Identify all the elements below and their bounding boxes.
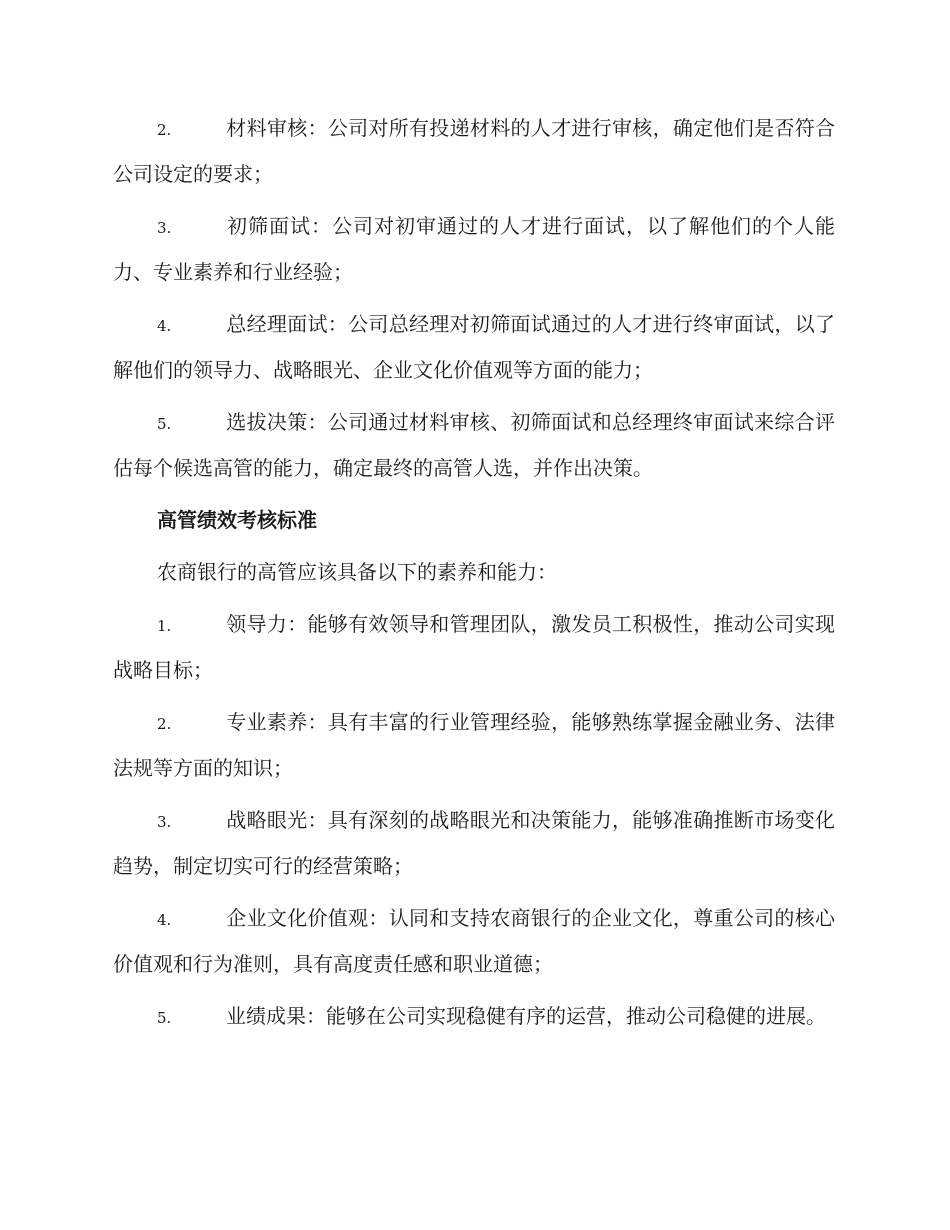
list-number: 4. <box>157 317 172 335</box>
list-item <box>113 204 835 294</box>
list-number: 5. <box>157 415 172 433</box>
list-item <box>113 400 835 490</box>
list-text: 初筛面试：公司对初审通过的人才进行面试，以了解他们的个人能力、专业素养和行业经验； <box>113 214 835 284</box>
list-number: 1. <box>157 617 172 635</box>
list-text: 专业素养：具有丰富的行业管理经验，能够熟练掌握金融业务、法律法规等方面的知识； <box>113 710 835 780</box>
document-page <box>113 106 835 1048</box>
list-text: 业绩成果：能够在公司实现稳健有序的运营，推动公司稳健的进展。 <box>226 1004 826 1028</box>
section-intro: 农商银行的高管应该具备以下的素养和能力： <box>157 560 557 584</box>
list-text: 企业文化价值观：认同和支持农商银行的企业文化，尊重公司的核心价值观和行为准则，具有高度责任感和职业道德； <box>113 906 835 976</box>
list-item <box>113 602 835 692</box>
list-item <box>113 106 835 196</box>
list-number: 5. <box>157 1009 172 1027</box>
list-text: 总经理面试：公司总经理对初筛面试通过的人才进行终审面试，以了解他们的领导力、战略眼光、企业文化价值观等方面的能力； <box>113 312 835 382</box>
section-heading: 高管绩效考核标准 <box>157 508 317 532</box>
list-number: 3. <box>157 813 172 831</box>
list-item <box>113 994 835 1040</box>
list-item <box>113 700 835 790</box>
list-number: 2. <box>157 121 172 139</box>
list-item <box>113 302 835 392</box>
list-item <box>113 896 835 986</box>
list-item <box>113 798 835 888</box>
list-number: 3. <box>157 219 172 237</box>
list-text: 选拔决策：公司通过材料审核、初筛面试和总经理终审面试来综合评估每个候选高管的能力，确定最终的高管人选，并作出决策。 <box>113 410 835 480</box>
list-text: 战略眼光：具有深刻的战略眼光和决策能力，能够准确推断市场变化趋势，制定切实可行的经营策略； <box>113 808 835 878</box>
list-number: 2. <box>157 715 172 733</box>
list-text: 材料审核：公司对所有投递材料的人才进行审核，确定他们是否符合公司设定的要求； <box>113 116 835 186</box>
list-number: 4. <box>157 911 172 929</box>
list-text: 领导力：能够有效领导和管理团队，激发员工积极性，推动公司实现战略目标； <box>113 612 835 682</box>
